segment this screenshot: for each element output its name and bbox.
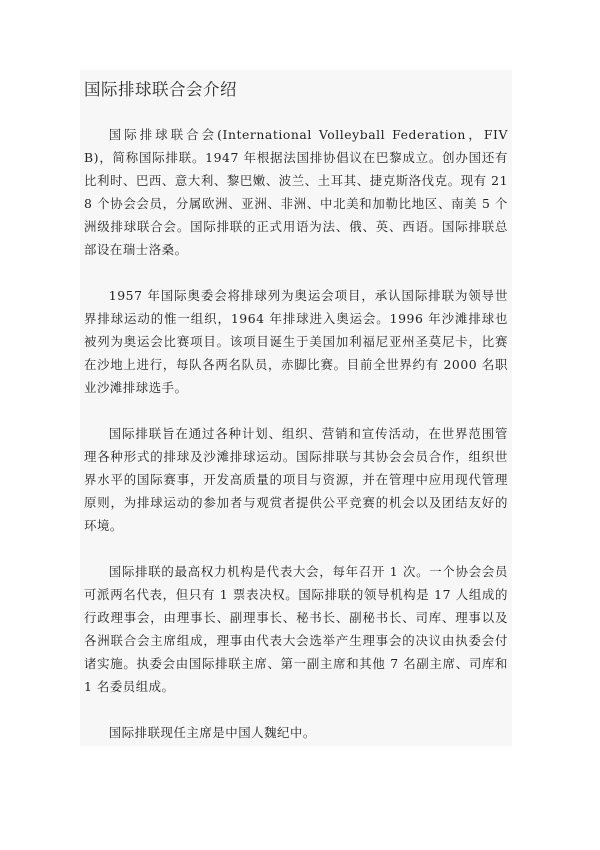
paragraph-founding: 国际排球联合会(International Volleyball Federation，FIVB)，简称国际排联。1947 年根据法国排协倡议在巴黎成立。创办国还有比利时、巴西、意大利、黎巴嫩、波兰、土耳其、捷克斯洛伐克。现有 218 个协会会员，分属欧洲、亚洲、非洲、中北美和加勒比地区、南美 5 个洲级排球联合会。国际排联的正式用语为法、俄、英、西语。国际排联总部设在瑞士洛桑。 — [84, 127, 508, 257]
paragraph-olympics: 1957 年国际奥委会将排球列为奥运会项目，承认国际排联为领导世界排球运动的惟一组织，1964 年排球进入奥运会。1996 年沙滩排球也被列为奥运会比赛项目。该项目诞生于美国加利福尼亚州圣莫尼卡，比赛在沙地上进行，每队各两名队员，赤脚比赛。目前全世界约有 2000 名职业沙滩排球选手。 — [84, 288, 508, 395]
paragraph-governance: 国际排联的最高权力机构是代表大会，每年召开 1 次。一个协会会员可派两名代表，但只有 1 票表决权。国际排联的领导机构是 17 人组成的行政理事会，由理事长、副理事长、秘书长、副秘书长、司库、理事以及各洲联合会主席组成，理事由代表大会选举产生理事会的决议由执委会付诸实施。执委会由国际排联主席、第一副主席和其他 7 名副主席、司库和 1 名委员组成。 — [84, 564, 508, 694]
paragraph-president: 国际排联现任主席是中国人魏纪中。 — [108, 725, 316, 740]
document-page — [80, 70, 512, 746]
document-title: 国际排球联合会介绍 — [84, 80, 237, 99]
paragraph-mission: 国际排联旨在通过各种计划、组织、营销和宣传活动，在世界范围管理各种形式的排球及沙滩排球运动。国际排联与其协会会员合作，组织世界水平的国际赛事，开发高质量的项目与资源，并在管理中应用现代管理原则，为排球运动的参加者与观赏者提供公平竞赛的机会以及团结友好的环境。 — [84, 426, 508, 533]
